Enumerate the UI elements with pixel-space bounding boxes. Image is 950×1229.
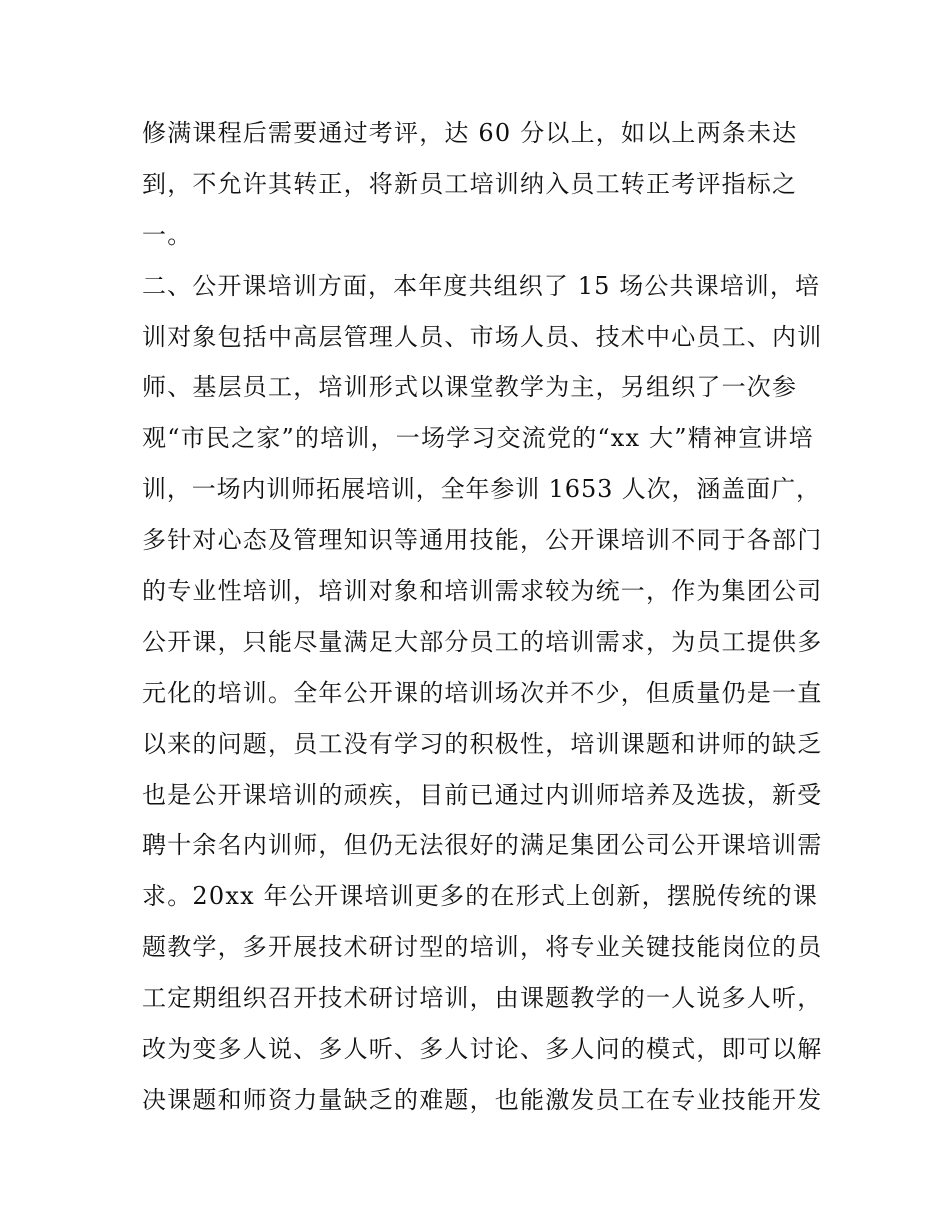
text-line: 训对象包括中高层管理人员、市场人员、技术中心员工、内训 <box>142 322 823 351</box>
text-line: 也是公开课培训的顽疾，目前已通过内训师培养及选拔，新受 <box>142 780 823 809</box>
text-line: 元化的培训。全年公开课的培训场次并不少，但质量仍是一直 <box>142 678 823 707</box>
text-line: 决课题和师资力量缺乏的难题，也能激发员工在专业技能开发 <box>142 1085 823 1114</box>
text-line: 改为变多人说、多人听、多人讨论、多人问的模式，即可以解 <box>142 1035 823 1064</box>
text-line: 题教学，多开展技术研讨型的培训，将专业关键技能岗位的员 <box>142 933 823 962</box>
text-line: 修满课程后需要通过考评，达 60 分以上，如以上两条未达 <box>142 119 798 147</box>
text-line: 求。20xx 年公开课培训更多的在形式上创新，摆脱传统的课 <box>142 882 819 911</box>
text-line: 多针对心态及管理知识等通用技能，公开课培训不同于各部门 <box>142 526 823 555</box>
text-line: 师、基层员工，培训形式以课堂教学为主，另组织了一次参 <box>142 373 798 402</box>
body-text <box>142 108 822 1126</box>
text-line: 到，不允许其转正，将新员工培训纳入员工转正考评指标之 <box>142 169 798 198</box>
text-line: 训，一场内训师拓展培训，全年参训 1653 人次，涵盖面广， <box>142 475 821 504</box>
text-line: 公开课，只能尽量满足大部分员工的培训需求，为员工提供多 <box>142 627 823 656</box>
text-line: 观“市民之家”的培训，一场学习交流党的“xx 大”精神宣讲培 <box>142 424 814 453</box>
text-line: 以来的问题，员工没有学习的积极性，培训课题和讲师的缺乏 <box>142 729 823 758</box>
text-line: 二、公开课培训方面，本年度共组织了 15 场公共课培训，培 <box>142 271 821 300</box>
text-line: 的专业性培训，培训对象和培训需求较为统一，作为集团公司 <box>142 577 823 606</box>
text-line: 聘十余名内训师，但仍无法很好的满足集团公司公开课培训需 <box>142 831 823 860</box>
text-line: 工定期组织召开技术研讨培训，由课题教学的一人说多人听， <box>142 984 823 1013</box>
text-line: 一。 <box>142 220 193 249</box>
